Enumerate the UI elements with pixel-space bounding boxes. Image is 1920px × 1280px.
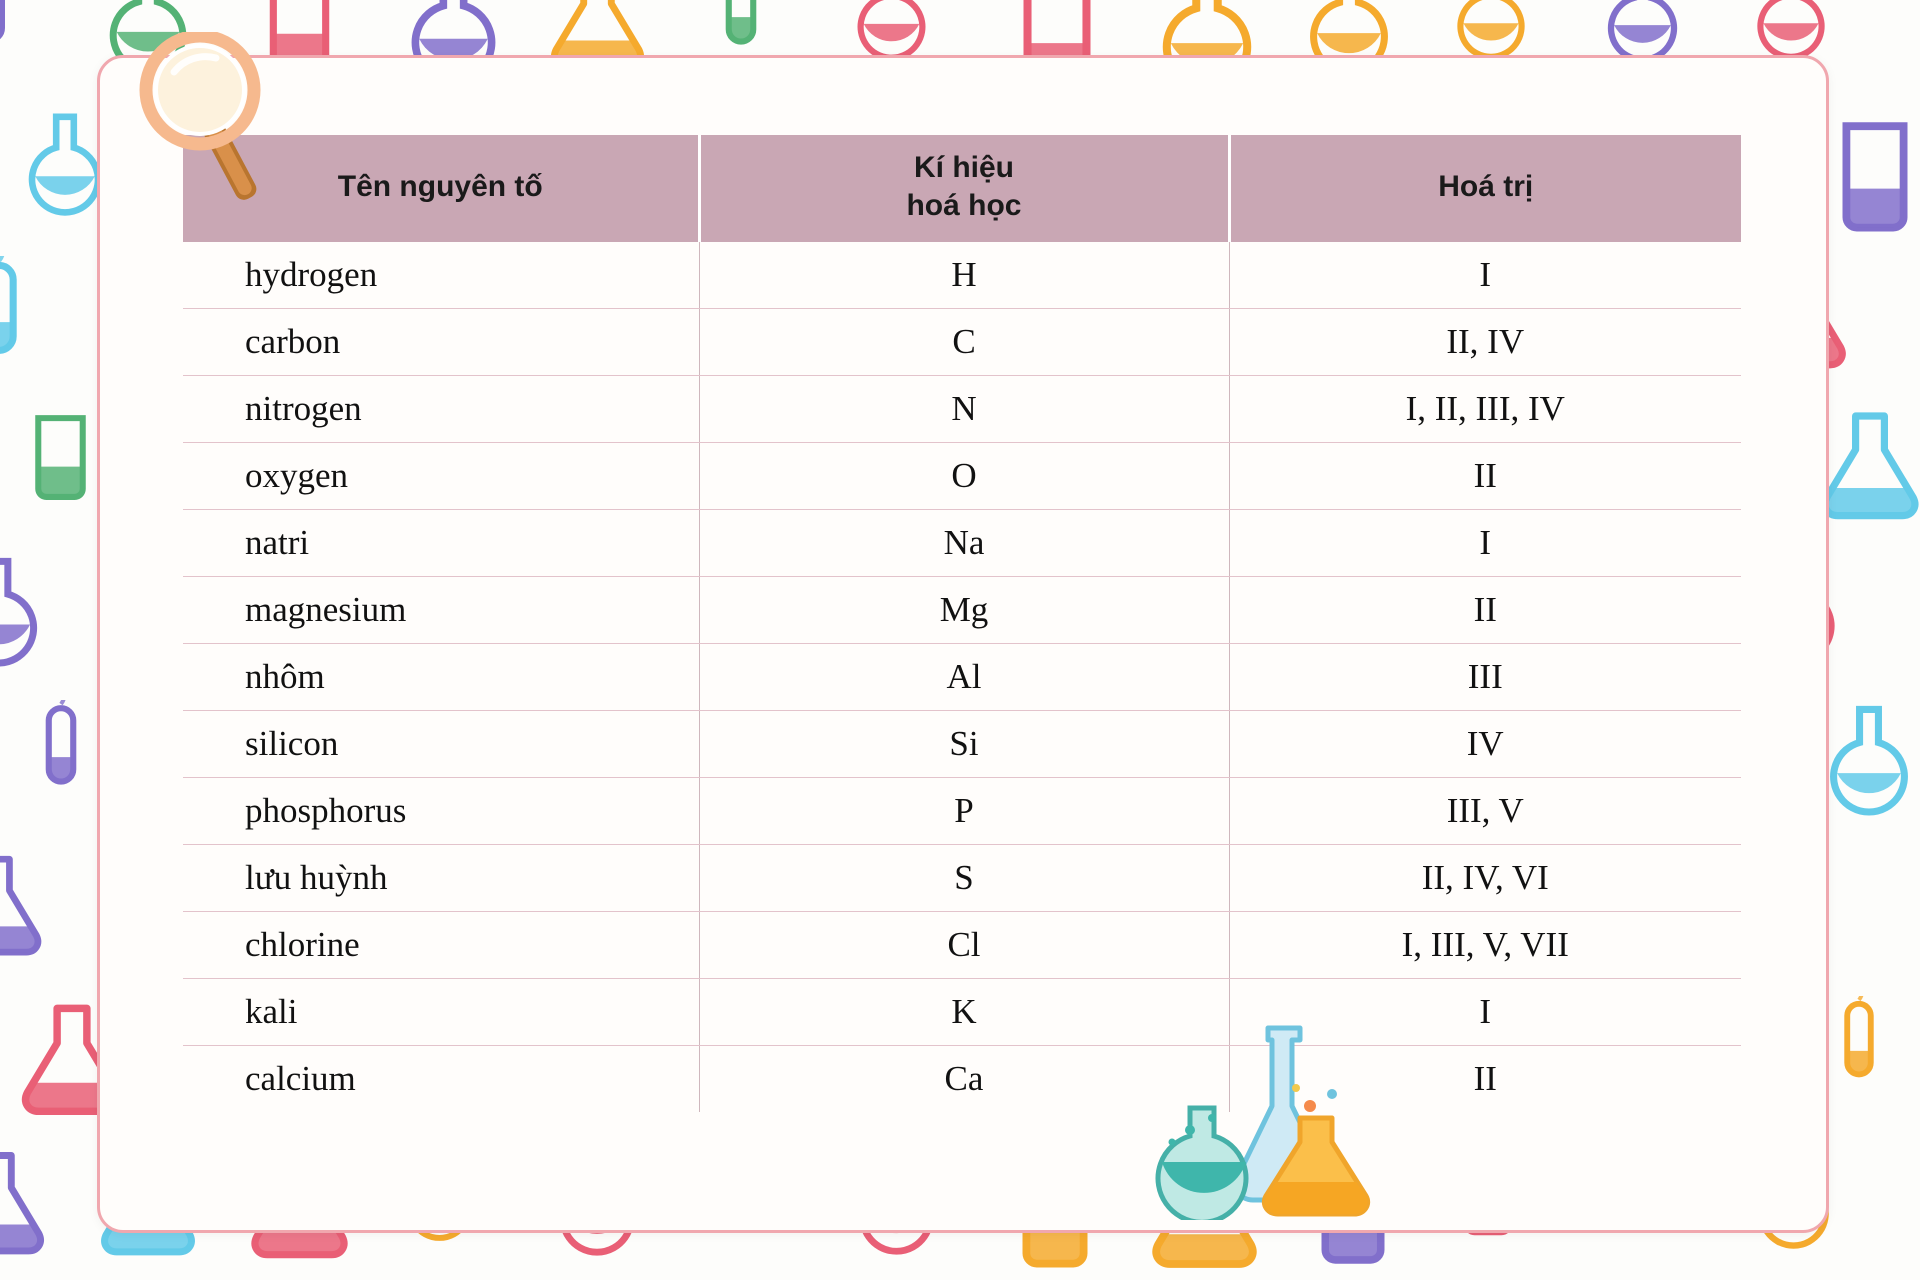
table-body: [183, 242, 1741, 1112]
cell-chemical-symbol: Ca: [699, 1045, 1229, 1112]
cell-element-name: calcium: [183, 1045, 699, 1112]
background-flask-icon: [10, 404, 111, 510]
background-flask-icon: [0, 1144, 55, 1264]
cell-element-name: magnesium: [183, 576, 699, 643]
cell-valence: II, IV: [1229, 308, 1741, 375]
column-header-chemical-symbol: [699, 135, 1229, 242]
column-header-chemical-symbol-line2: hoá học: [906, 189, 1022, 223]
table-row: [183, 978, 1741, 1045]
table-row: [183, 911, 1741, 978]
cell-valence: III: [1229, 643, 1741, 710]
cell-chemical-symbol: C: [699, 308, 1229, 375]
table-row: [183, 509, 1741, 576]
cell-element-name: nitrogen: [183, 375, 699, 442]
column-header-chemical-symbol-line1: Kí hiệu: [913, 151, 1014, 184]
column-header-element-name-label: Tên nguyên tố: [337, 170, 543, 204]
table-row: [183, 777, 1741, 844]
table-header-row: [183, 135, 1741, 242]
cell-valence: II: [1229, 442, 1741, 509]
background-flask-icon: [0, 848, 52, 965]
cell-element-name: lưu huỳnh: [183, 844, 699, 911]
cell-element-name: silicon: [183, 710, 699, 777]
cell-element-name: nhôm: [183, 643, 699, 710]
cell-element-name: carbon: [183, 308, 699, 375]
cell-valence: I: [1229, 242, 1741, 309]
table-row: [183, 242, 1741, 309]
cell-element-name: natri: [183, 509, 699, 576]
table-row: [183, 643, 1741, 710]
table-row: [183, 308, 1741, 375]
cell-element-name: chlorine: [183, 911, 699, 978]
cell-valence: III, V: [1229, 777, 1741, 844]
background-flask-icon: [0, 552, 57, 674]
cell-valence: II, IV, VI: [1229, 844, 1741, 911]
cell-chemical-symbol: Na: [699, 509, 1229, 576]
cell-valence: II: [1229, 576, 1741, 643]
cell-valence: I: [1229, 509, 1741, 576]
cell-chemical-symbol: S: [699, 844, 1229, 911]
cell-chemical-symbol: N: [699, 375, 1229, 442]
background-flask-icon: [0, 0, 40, 65]
cell-valence: I, II, III, IV: [1229, 375, 1741, 442]
cell-chemical-symbol: O: [699, 442, 1229, 509]
cell-chemical-symbol: Mg: [699, 576, 1229, 643]
cell-chemical-symbol: Al: [699, 643, 1229, 710]
cell-chemical-symbol: P: [699, 777, 1229, 844]
table-row: [183, 844, 1741, 911]
background-flask-icon: [0, 256, 58, 379]
table-row: [183, 1045, 1741, 1112]
cell-valence: I, III, V, VII: [1229, 911, 1741, 978]
table-row: [183, 442, 1741, 509]
cell-chemical-symbol: K: [699, 978, 1229, 1045]
column-header-valence: [1229, 135, 1741, 242]
cell-element-name: hydrogen: [183, 242, 699, 309]
cell-valence: I: [1229, 978, 1741, 1045]
cell-valence: IV: [1229, 710, 1741, 777]
cell-valence: II: [1473, 1058, 1497, 1098]
elements-table: [183, 135, 1741, 1112]
cell-chemical-symbol: Cl: [699, 911, 1229, 978]
cell-element-name: kali: [183, 978, 699, 1045]
cell-chemical-symbol: H: [699, 242, 1229, 309]
cell-element-name: oxygen: [183, 442, 699, 509]
table-row: [183, 710, 1741, 777]
elements-table-container: [183, 135, 1741, 1112]
column-header-element-name: [183, 135, 699, 242]
column-header-valence-label: Hoá trị: [1438, 170, 1534, 204]
cell-chemical-symbol: Si: [699, 710, 1229, 777]
table-row: [183, 576, 1741, 643]
cell-element-name: phosphorus: [183, 777, 699, 844]
table-header: [183, 135, 1741, 242]
table-row: [183, 375, 1741, 442]
